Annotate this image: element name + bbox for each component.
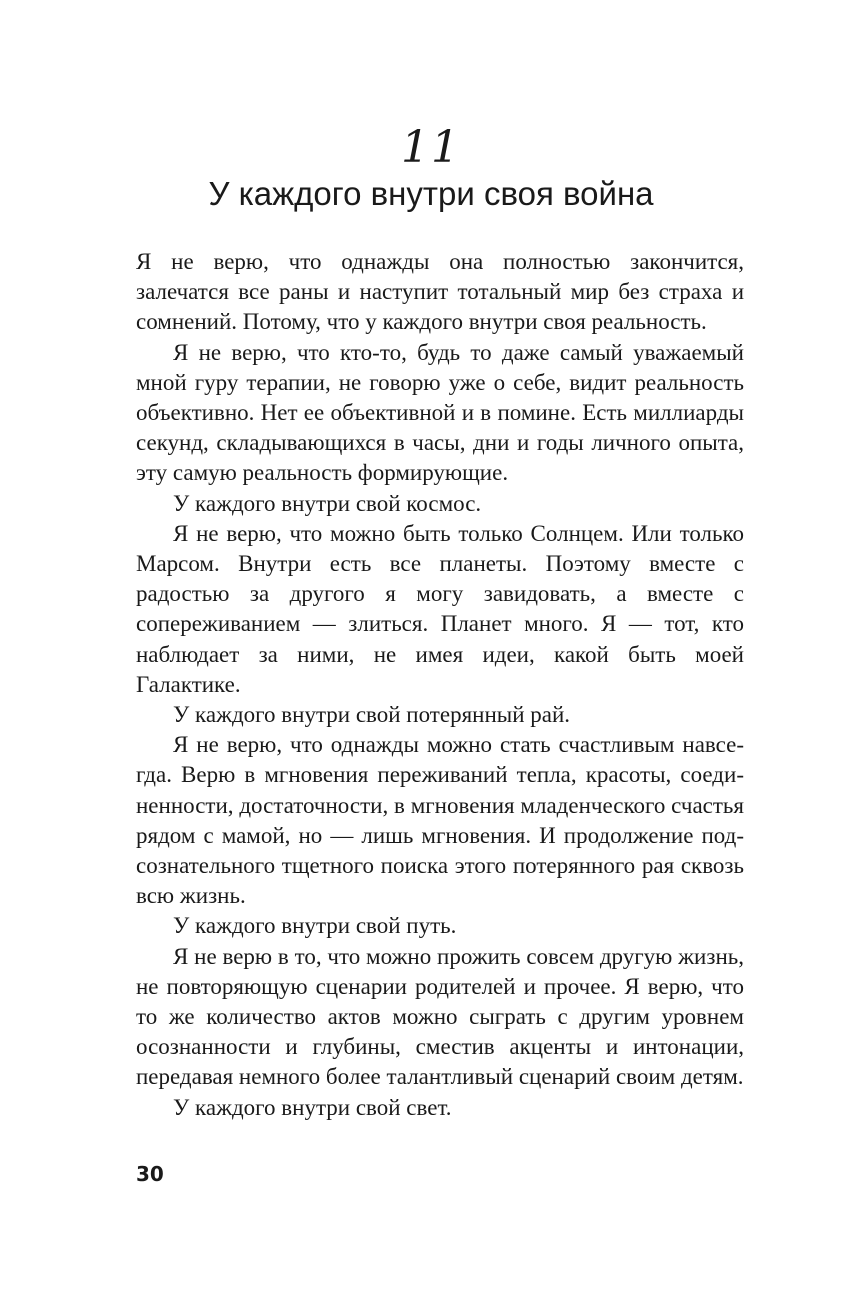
page-number: 30 — [136, 1162, 164, 1186]
paragraph-5: У каждого внутри свой потерянный рай. — [173, 702, 571, 728]
paragraph-7: У каждого внутри свой путь. — [173, 913, 457, 939]
paragraph-4: Я не верю, что можно быть только Солнцем. Или только Марсом. Внутри есть все планеты. Поэтому вместе с радостью за другого я могу завидовать, а вместе с сопереживанием — злиться. Планет много. Я — тот, кто наблюдает за ними, не имея идеи, какой быть моей Галактике. — [136, 520, 744, 697]
paragraph-9: У каждого внутри свой свет. — [173, 1094, 452, 1120]
chapter-body — [136, 247, 744, 1123]
chapter-number: 11 — [401, 122, 461, 173]
paragraph-6: Я не верю, что однажды можно стать счастливым навсегда. Верю в мгновения переживаний тепла, красоты, соединенности, достаточности, в мгновения младенческого счастья рядом с мамой, но — лишь мгновения. И продолжение подсознательного тщетного поиска этого потерянного рая сквозь всю жизнь. — [136, 732, 744, 909]
chapter-title: У каждого внутри своя война — [208, 175, 654, 212]
paragraph-1: Я не верю, что однажды она полностью закончится, залечатся все раны и наступит тотальный мир без страха и сомнений. Потому, что у каждого внутри своя реальность. — [136, 249, 744, 335]
paragraph-8: Я не верю в то, что можно прожить совсем другую жизнь, не повторяющую сценарии родителей и прочее. Я верю, что то же количество актов можно сыграть с другим уровнем осознанности и глубины, сместив акценты и интонации, передавая немного более талантливый сценарий своим детям. — [136, 943, 744, 1090]
paragraph-2: Я не верю, что кто-то, будь то даже самый уважаемый мной гуру терапии, не говорю уже о себе, видит реальность объективно. Нет ее объективной и в помине. Есть миллиарды секунд, складывающихся в часы, дни и годы личного опыта, эту самую реальность формирующие. — [136, 339, 744, 486]
paragraph-3: У каждого внутри свой космос. — [173, 490, 482, 516]
